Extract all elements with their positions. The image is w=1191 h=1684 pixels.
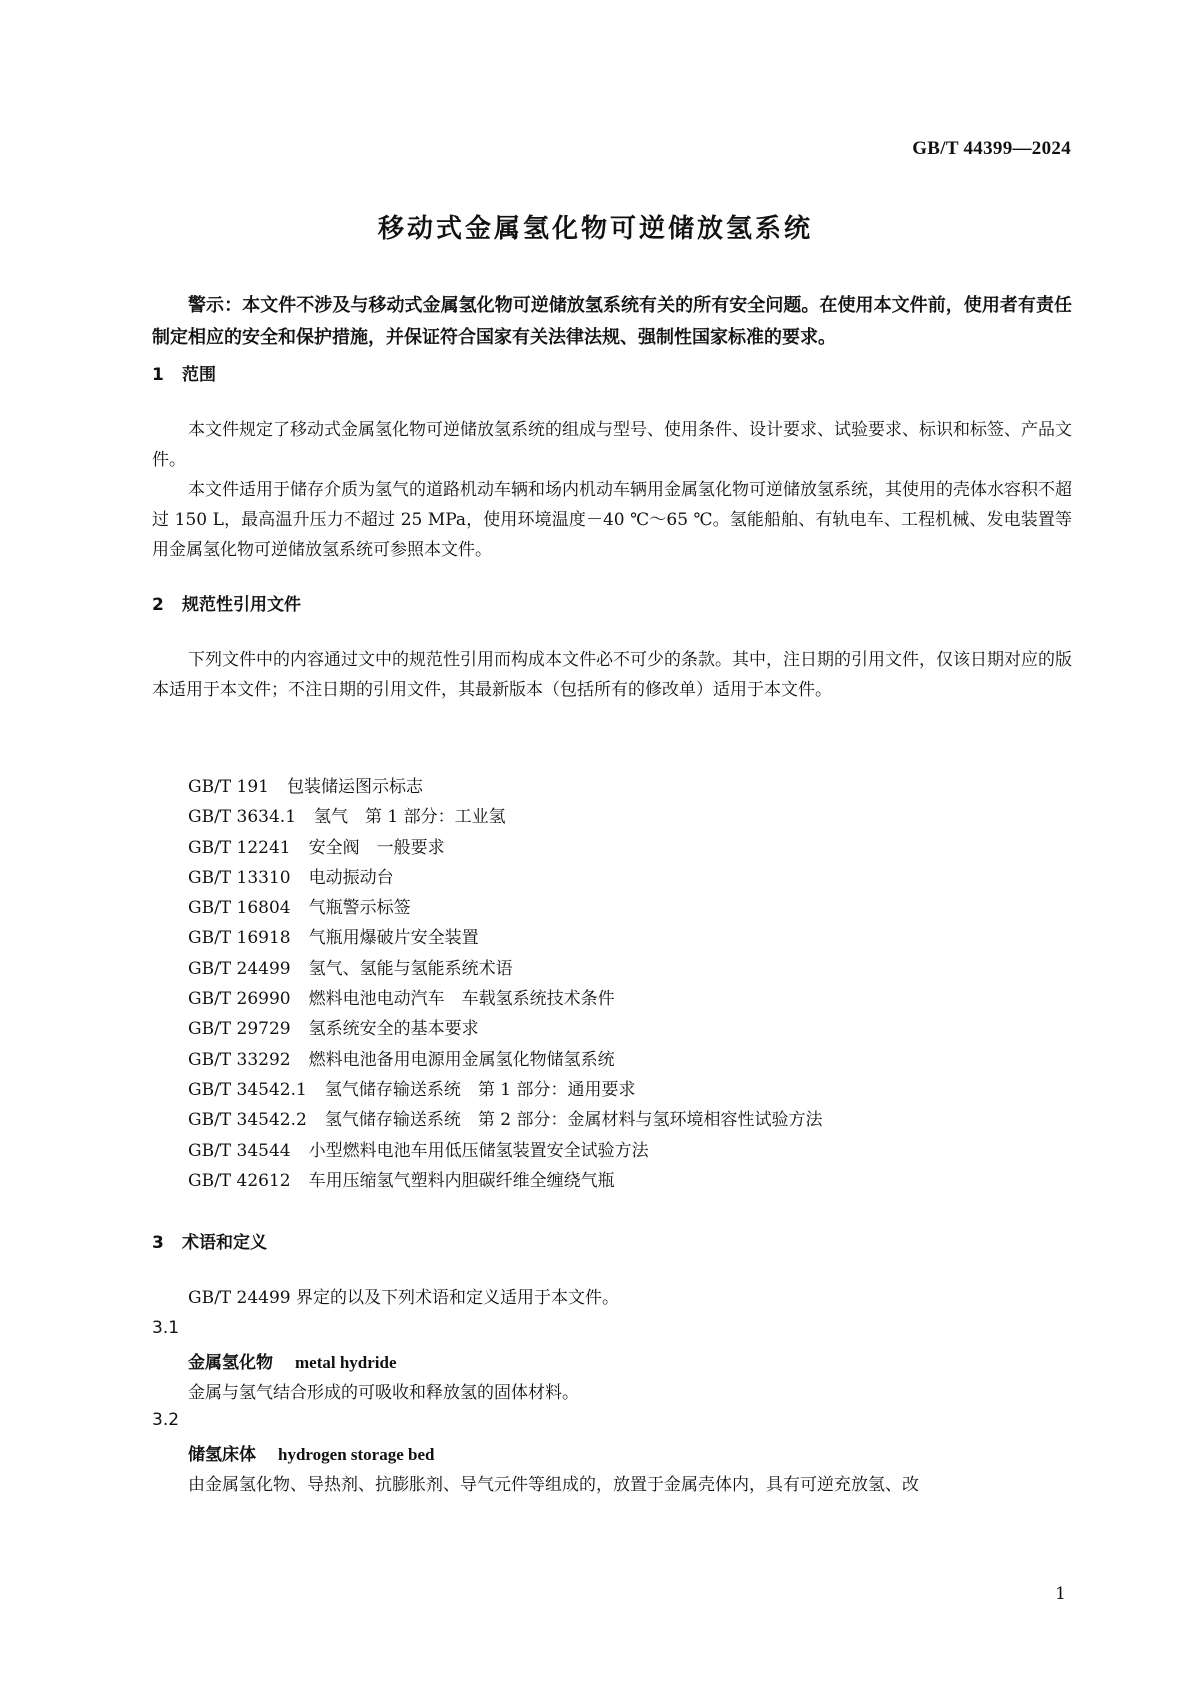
list-item	[188, 1166, 822, 1196]
section-title: 术语和定义	[182, 1233, 267, 1253]
ref-title: 气瓶警示标签	[308, 898, 411, 919]
ref-code: GB/T 34544	[188, 1140, 291, 1161]
term-chinese: 储氢床体	[188, 1445, 256, 1465]
term-entry	[188, 1440, 434, 1465]
reference-list	[188, 772, 822, 1196]
list-item	[188, 984, 822, 1014]
term-english: metal hydride	[295, 1353, 397, 1372]
ref-title: 车用压缩氢气塑料内胆碳纤维全缠绕气瓶	[308, 1170, 615, 1191]
list-item	[188, 954, 822, 984]
ref-code: GB/T 191	[188, 777, 269, 797]
ref-title: 包装储运图示标志	[287, 777, 423, 797]
ref-code: GB/T 42612	[188, 1170, 291, 1191]
ref-code: GB/T 12241	[188, 837, 291, 858]
ref-code: GB/T 34542.2	[188, 1110, 307, 1131]
ref-title: 氢气、氢能与氢能系统术语	[308, 958, 513, 979]
ref-title: 氢气储存输送系统 第 2 部分：金属材料与氢环境相容性试验方法	[324, 1110, 823, 1131]
section-number: 3	[152, 1233, 164, 1253]
ref-code: GB/T 16918	[188, 928, 291, 949]
section-number: 2	[152, 595, 164, 615]
ref-code: GB/T 34542.1	[188, 1079, 307, 1100]
page-number: 1	[1055, 1584, 1066, 1604]
terms-intro: GB/T 24499 界定的以及下列术语和定义适用于本文件。	[188, 1288, 620, 1308]
document-title: 移动式金属氢化物可逆储放氢系统	[377, 214, 813, 244]
list-item	[188, 833, 822, 863]
normative-refs-intro: 下列文件中的内容通过文中的规范性引用而构成本文件必不可少的条款。其中，注日期的引用文件，仅该日期对应的版本适用于本文件；不注日期的引用文件，其最新版本（包括所有的修改单）适用于本文件。	[152, 650, 1072, 700]
term-chinese: 金属氢化物	[188, 1353, 273, 1373]
list-item	[188, 1045, 822, 1075]
ref-code: GB/T 26990	[188, 989, 291, 1010]
term-entry	[188, 1348, 397, 1373]
list-item	[188, 1014, 822, 1044]
scope-paragraph-2: 本文件适用于储存介质为氢气的道路机动车辆和场内机动车辆用金属氢化物可逆储放氢系统，其使用的壳体水容积不超过 150 L，最高温升压力不超过 25 MPa，使用环境温度－40 ℃～65 ℃。氢能船舶、有轨电车、工程机械、发电装置等用金属氢化物可逆储放氢系统可参照本文件。	[152, 480, 1072, 560]
ref-code: GB/T 33292	[188, 1049, 291, 1070]
term-english: hydrogen storage bed	[278, 1445, 435, 1464]
list-item	[188, 1075, 822, 1105]
ref-code: GB/T 29729	[188, 1019, 291, 1040]
section-title: 规范性引用文件	[182, 595, 301, 615]
list-item	[188, 923, 822, 953]
list-item	[188, 1105, 822, 1135]
ref-code: GB/T 24499	[188, 958, 291, 979]
ref-title: 安全阀 一般要求	[308, 837, 445, 858]
ref-code: GB/T 16804	[188, 898, 291, 919]
list-item	[188, 1136, 822, 1166]
standard-number: GB/T 44399—2024	[912, 138, 1071, 159]
clause-number: 3.2	[152, 1410, 180, 1430]
warning-notice: 警示：本文件不涉及与移动式金属氢化物可逆储放氢系统有关的所有安全问题。在使用本文件前，使用者有责任制定相应的安全和保护措施，并保证符合国家有关法律法规、强制性国家标准的要求。	[152, 295, 1072, 348]
ref-title: 氢系统安全的基本要求	[308, 1019, 479, 1040]
ref-title: 气瓶用爆破片安全装置	[308, 928, 479, 949]
term-definition: 金属与氢气结合形成的可吸收和释放氢的固体材料。	[188, 1383, 579, 1403]
ref-title: 燃料电池备用电源用金属氢化物储氢系统	[308, 1049, 615, 1070]
ref-title: 小型燃料电池车用低压储氢装置安全试验方法	[308, 1140, 649, 1161]
ref-title: 氢气储存输送系统 第 1 部分：通用要求	[324, 1079, 636, 1100]
ref-title: 氢气 第 1 部分：工业氢	[314, 807, 506, 828]
section-3-heading	[152, 1228, 267, 1253]
ref-code: GB/T 3634.1	[188, 807, 297, 828]
list-item	[188, 863, 822, 893]
section-number: 1	[152, 365, 164, 385]
ref-title: 燃料电池电动汽车 车载氢系统技术条件	[308, 989, 615, 1010]
list-item	[188, 893, 822, 923]
scope-paragraph-1: 本文件规定了移动式金属氢化物可逆储放氢系统的组成与型号、使用条件、设计要求、试验要求、标识和标签、产品文件。	[152, 420, 1072, 470]
section-2-heading	[152, 590, 301, 615]
list-item	[188, 772, 822, 802]
clause-number: 3.1	[152, 1318, 180, 1338]
list-item	[188, 802, 822, 832]
section-1-heading	[152, 360, 216, 385]
section-title: 范围	[182, 365, 216, 385]
ref-title: 电动振动台	[308, 867, 394, 888]
term-definition: 由金属氢化物、导热剂、抗膨胀剂、导气元件等组成的，放置于金属壳体内，具有可逆充放氢、改	[188, 1475, 919, 1495]
ref-code: GB/T 13310	[188, 867, 291, 888]
